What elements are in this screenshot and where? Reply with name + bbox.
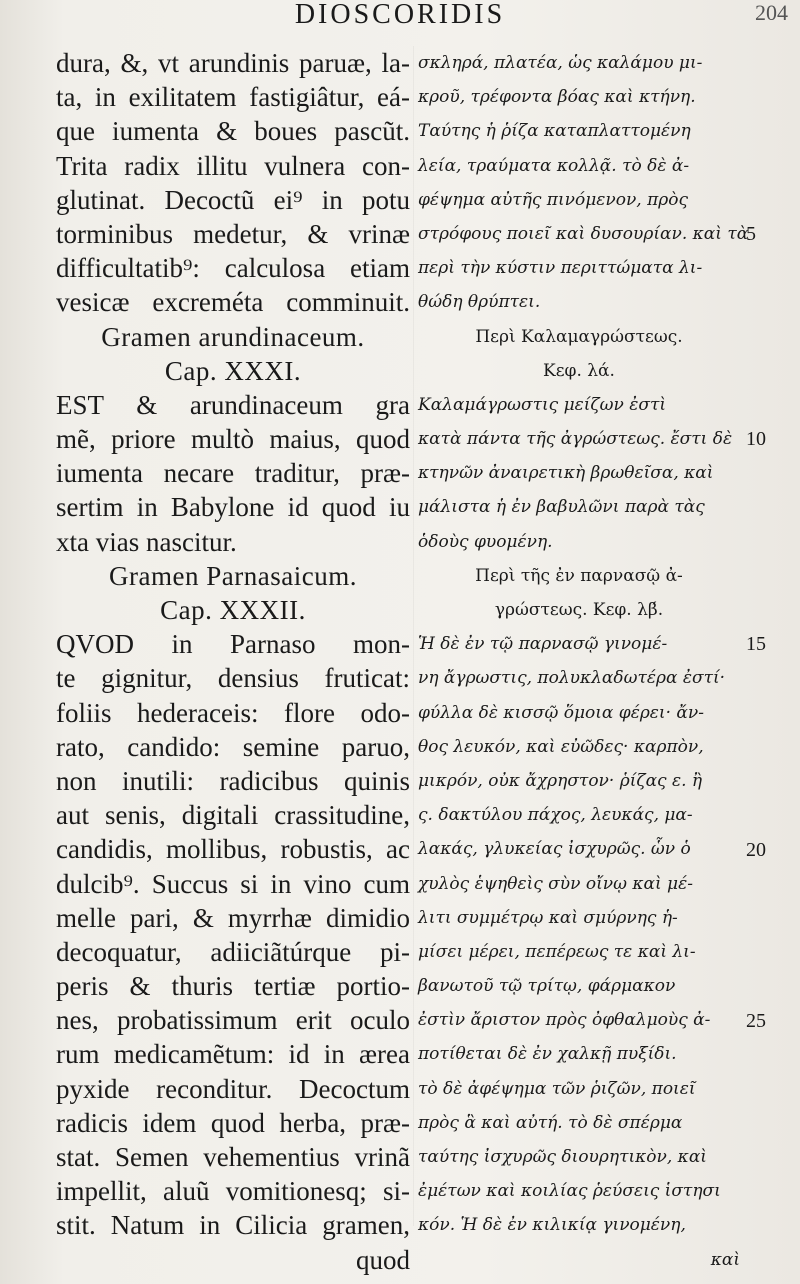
greek-line: ς. δακτύλου πάχος, λευκάς, μα- (418, 805, 693, 826)
greek-line: ὁδοὺς φυομένη. (418, 531, 553, 552)
greek-line: περὶ τὴν κύστιν περιττώματα λι- (418, 258, 703, 279)
page-number: 204 (755, 0, 788, 25)
latin-line: decoquatur, adiiciãtúrque pi- (56, 936, 410, 967)
greek-line: λεία, τραύματα κολλᾷ. τὸ δὲ ἀ- (418, 155, 690, 176)
margin-line-number: 15 (746, 633, 766, 656)
greek-line: καὶ (710, 1249, 740, 1270)
latin-line: ta, in exilitatem fastigiâtur, eá- (56, 82, 410, 113)
latin-line: nes, probatissimum erit oculo (56, 1005, 410, 1036)
latin-line: sertim in Babylone id quod iu (56, 492, 410, 523)
margin-line-number: 10 (746, 428, 766, 451)
latin-line: pyxide reconditur. Decoctum (56, 1073, 410, 1104)
greek-line: στρόφους ποιεῖ καὶ δυσουρίαν. καὶ τὰ (418, 223, 749, 244)
margin-line-number: 5 (746, 223, 756, 245)
greek-line: φύλλα δὲ κισσῷ ὅμοια φέρει· ἄν- (418, 702, 704, 723)
latin-line: stat. Semen vehementius vrinã (56, 1142, 410, 1172)
margin-line-number: 20 (746, 838, 766, 861)
latin-column (56, 46, 410, 1277)
latin-line: rato, candido: semine paruo, (56, 731, 410, 762)
latin-line: Cap. XXXII. (160, 595, 306, 625)
greek-line: ταύτης ἰσχυρῶς διουρητικὸν, καὶ (418, 1147, 707, 1167)
latin-line: QVOD in Parnaso mon- (56, 629, 410, 660)
latin-line: xta vias nascitur. (56, 526, 237, 557)
latin-line: aut senis, digitali crassitudine, (56, 800, 410, 831)
latin-line: melle pari, & myrrhæ dimidio (56, 902, 410, 933)
greek-line: κόν. Ἡ δὲ ἐν κιλικίᾳ γινομένη, (418, 1215, 686, 1236)
latin-line: iumenta necare traditur, præ- (56, 458, 410, 489)
greek-line: μάλιστα ἡ ἐν βαβυλῶνι παρὰ τὰς (418, 497, 705, 518)
latin-line: stit. Natum in Cilicia gramen, (56, 1210, 410, 1241)
greek-column (418, 46, 749, 1277)
greek-line: μικρόν, οὐκ ἄχρηστον· ῥίζας ε. ἢ (418, 770, 703, 791)
latin-line: candidis, mollibus, robustis, ac (56, 834, 410, 865)
latin-line: te gignitur, densius fruticat: (56, 663, 410, 694)
latin-line: dura, &, vt arundinis paruæ, la- (56, 48, 410, 78)
greek-line: γρώστεως. Κεφ. λβ́. (494, 600, 664, 620)
latin-line: radicis idem quod herba, præ- (56, 1107, 410, 1138)
latin-line: rum medicamẽtum: id in ærea (56, 1039, 410, 1070)
greek-line: χυλὸς ἑψηθεὶς σὺν οἴνῳ καὶ μέ- (418, 873, 693, 894)
latin-line: Trita radix illitu vulnera con- (56, 150, 410, 181)
column-gutter (413, 46, 414, 1226)
latin-line: foliis hederaceis: flore odo- (56, 697, 410, 728)
latin-line: glutinat. Decoctũ ei⁹ in potu (56, 184, 410, 215)
latin-line: mẽ, priore multò maius, quod (56, 424, 410, 455)
greek-line: κροῦ, τρέφοντα βόας καὶ κτήνη. (418, 87, 696, 108)
latin-line: peris & thuris tertiæ portio- (56, 971, 410, 1002)
greek-line: Ἡ δὲ ἐν τῷ παρνασῷ γινομέ- (418, 634, 668, 655)
greek-line: θώδη θρύπτει. (418, 292, 541, 313)
greek-line: πρὸς ἃ καὶ αὐτή. τὸ δὲ σπέρμα (418, 1112, 683, 1133)
greek-line: τὸ δὲ ἀφέψημα τῶν ῥιζῶν, ποιεῖ (418, 1078, 696, 1099)
running-head: DIOSCORIDIS (294, 0, 506, 30)
greek-line: νη ἄγρωστις, πολυκλαδωτέρα ἐστί· (418, 668, 726, 689)
greek-line: θος λευκόν, καὶ εὐῶδες· καρπὸν, (418, 736, 704, 757)
latin-line: Gramen arundinaceum. (101, 321, 365, 352)
greek-line: Ταύτης ἡ ῥίζα καταπλαττομένη (418, 121, 691, 142)
greek-line: ἐμέτων καὶ κοιλίας ῥεύσεις ἱστησι (418, 1181, 721, 1202)
greek-line: φέψημα αὐτῆς πινόμενον, πρὸς (418, 189, 689, 210)
margin-line-number: 25 (746, 1009, 766, 1032)
latin-line: EST & arundinaceum gra (56, 389, 410, 420)
greek-line: κατὰ πάντα τῆς ἀγρώστεως. ἔστι δὲ (418, 429, 733, 450)
latin-line: difficultatib⁹: calculosa etiam (56, 253, 410, 284)
greek-line: λιτι συμμέτρῳ καὶ σμύρνης ἡ- (418, 907, 678, 928)
greek-line: Περὶ Καλαμαγρώστεως. (475, 326, 683, 347)
greek-line: Περὶ τῆς ἐν παρνασῷ ἀ- (475, 565, 683, 586)
latin-line: impellit, aluũ vomitionesq; si- (56, 1176, 410, 1207)
greek-line: ἐστὶν ἄριστον πρὸς ὀφθαλμοὺς ἀ- (418, 1010, 711, 1031)
greek-line: κτηνῶν ἀναιρετικὴ βρωθεῖσα, καὶ (418, 463, 714, 484)
greek-line: Καλαμάγρωστις μείζων ἐστὶ (418, 394, 667, 415)
latin-line: que iumenta & boues pascũt. (56, 116, 410, 147)
greek-line: ποτίθεται δὲ ἐν χαλκῇ πυξίδι. (418, 1044, 677, 1065)
latin-line: Cap. XXXI. (164, 355, 302, 386)
greek-line: λακάς, γλυκείας ἰσχυρῶς. ὧν ὁ (418, 839, 691, 860)
latin-line: dulcib⁹. Succus si in vino cum (56, 868, 410, 899)
latin-line: non inutili: radicibus quinis (56, 765, 410, 796)
latin-line: vesicæ excreméta comminuit. (56, 287, 410, 318)
greek-line: μίσει μέρει, πεπέρεως τε καὶ λι- (418, 941, 696, 962)
greek-line: σκληρά, πλατέα, ὡς καλάμου μι- (418, 53, 703, 73)
greek-line: Κεφ. λά. (543, 360, 615, 381)
greek-line: βανωτοῦ τῷ τρίτῳ, φάρμακον (418, 976, 676, 997)
latin-line: quod (356, 1244, 410, 1275)
latin-line: torminibus medetur, & vrinæ (56, 218, 410, 249)
latin-line: Gramen Parnasaicum. (109, 560, 357, 591)
